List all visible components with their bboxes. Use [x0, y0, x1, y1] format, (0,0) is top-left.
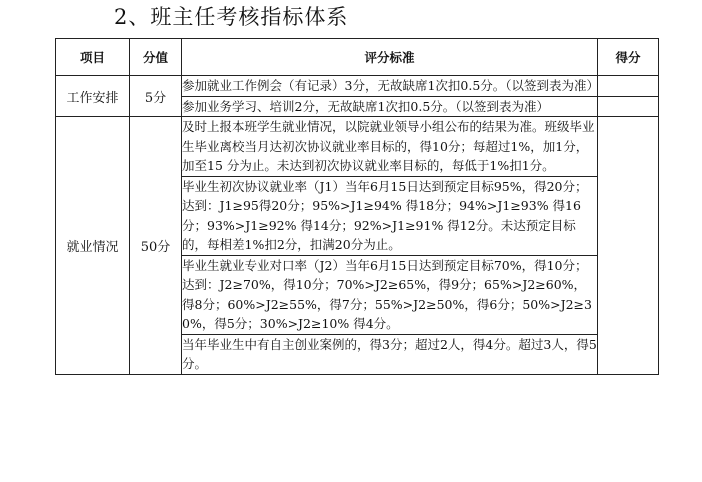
header-result: 得分: [598, 39, 659, 76]
header-row: [56, 39, 659, 76]
criteria-cell: 及时上报本班学生就业情况，以院就业领导小组公布的结果为准。班级毕业生毕业离校当月达初次协议就业率目标的，得10分；每超过1%，加1分，加至15 分为止。未达到初次协议就业率目标的，每低于1%扣1分。: [182, 117, 598, 177]
result-cell: [598, 76, 659, 97]
criteria-cell: 参加业务学习、培训2分，无故缺席1次扣0.5分。（以签到表为准）: [182, 96, 598, 117]
item-work-arrangement: 工作安排: [56, 76, 130, 117]
table-row: [56, 76, 659, 97]
document-heading: 2、班主任考核指标体系: [114, 5, 349, 29]
assessment-table: [55, 38, 659, 375]
criteria-cell: 毕业生就业专业对口率（J2）当年6月15日达到预定目标70%，得10分；达到：J2≥70%，得10分；70%>J2≥65%，得9分；65%>J2≥60%，得8分；60%>J2≥55%，得7分；55%>J2≥50%，得6分；50%>J2≥30%，得5分；30%>J2≥10% 得4分。: [182, 255, 598, 334]
criteria-cell: 毕业生初次协议就业率（J1）当年6月15日达到预定目标95%，得20分；达到：J1≥95得20分；95%>J1≥94% 得18分；94%>J1≥93% 得16分；93%>J1≥92% 得14分；92%>J1≥91% 得12分。未达预定目标的，每相差1%扣2分，扣满20分为止。: [182, 176, 598, 255]
header-criteria: 评分标准: [182, 39, 598, 76]
criteria-cell: 参加就业工作例会（有记录）3分，无故缺席1次扣0.5分。（以签到表为准）: [182, 76, 598, 97]
score-employment: 50分: [130, 117, 182, 375]
table-row: [56, 117, 659, 177]
header-item: 项目: [56, 39, 130, 76]
score-work-arrangement: 5分: [130, 76, 182, 117]
result-cell: [598, 96, 659, 117]
item-employment: 就业情况: [56, 117, 130, 375]
result-cell: [598, 117, 659, 375]
header-score: 分值: [130, 39, 182, 76]
criteria-cell: 当年毕业生中有自主创业案例的，得3分；超过2人，得4分。超过3人，得5分。: [182, 334, 598, 374]
